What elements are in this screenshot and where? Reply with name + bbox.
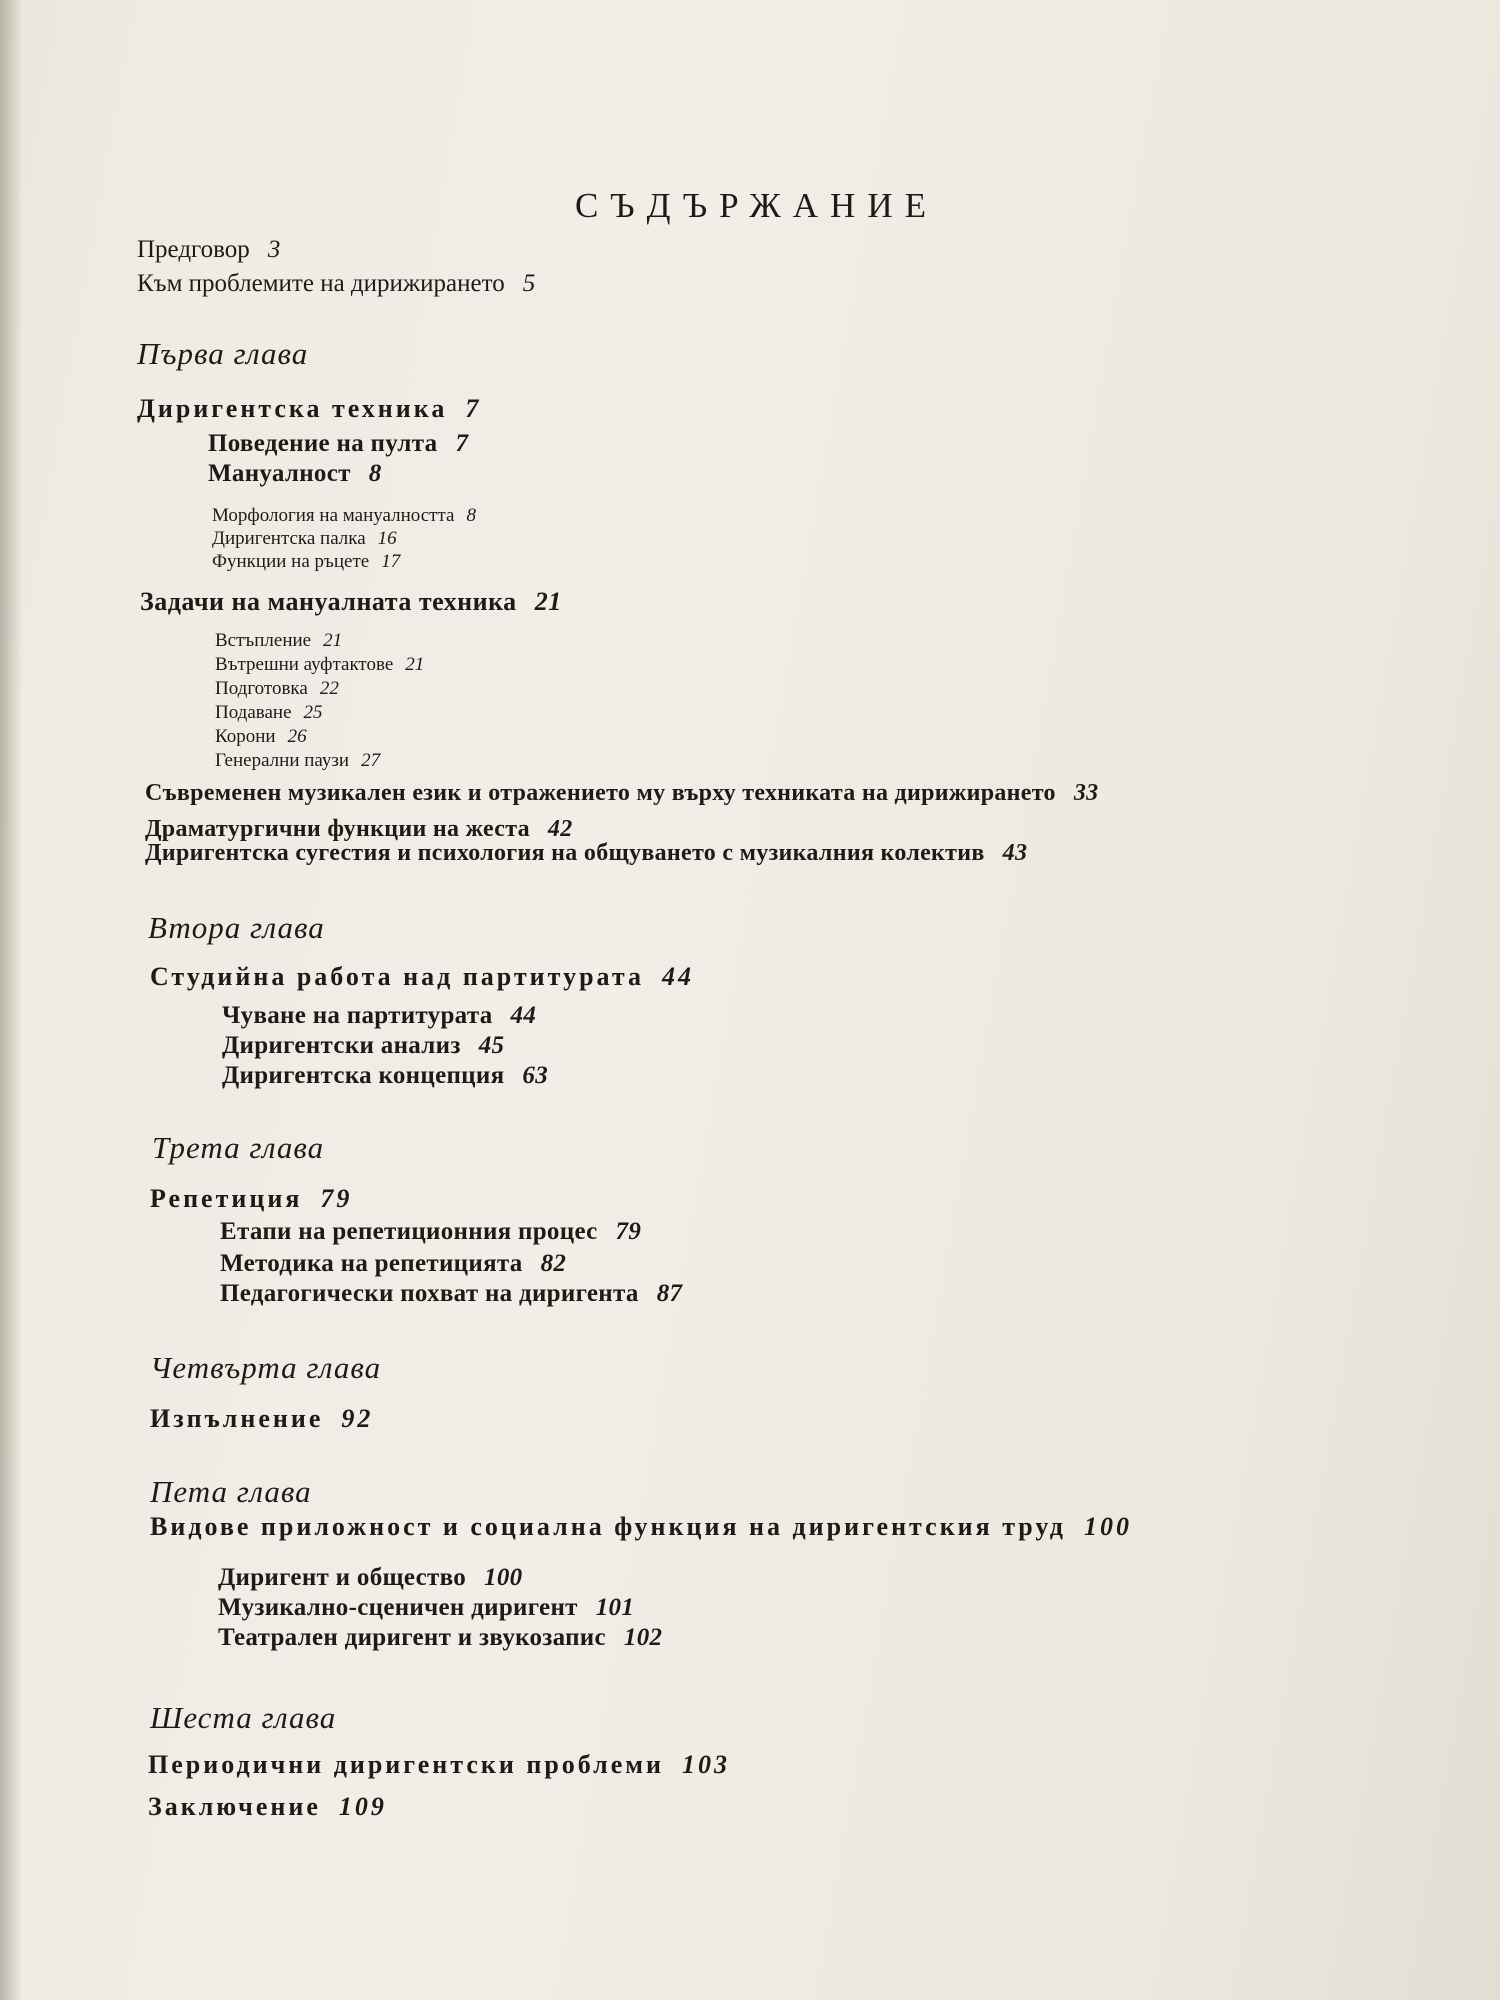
toc-subsection [218, 1594, 634, 1622]
entry-page: 33 [1073, 780, 1099, 806]
entry-page: 45 [478, 1032, 505, 1059]
toc-section [150, 1512, 1132, 1542]
entry-text: Морфология на мануалността [212, 505, 455, 526]
entry-page: 102 [623, 1624, 663, 1651]
entry-text: Студийна работа над партитурата [150, 962, 644, 991]
chapter-heading: Втора глава [148, 910, 325, 945]
entry-page: 17 [381, 551, 401, 572]
entry-text: Репетиция [150, 1184, 303, 1213]
entry-text: Театрален диригент и звукозапис [218, 1624, 606, 1651]
toc-subsection [220, 1280, 682, 1308]
toc-subsubsection [215, 750, 380, 772]
entry-page: 21 [534, 587, 562, 616]
entry-text: Педагогически похват на диригента [220, 1280, 639, 1307]
toc-entry-preface [137, 236, 280, 264]
entry-page: 27 [361, 750, 381, 771]
entry-page: 100 [1083, 1512, 1132, 1541]
toc-subsection [208, 430, 468, 458]
entry-text: Драматургични функции на жеста [145, 816, 530, 842]
entry-text: Корони [215, 726, 276, 747]
toc-section [137, 394, 481, 424]
chapter-heading: Трета глава [152, 1130, 325, 1165]
entry-text: Музикално-сценичен диригент [218, 1594, 578, 1621]
toc-entry-problems [137, 270, 535, 298]
entry-page: 21 [323, 630, 343, 651]
entry-page: 109 [338, 1792, 387, 1821]
entry-page: 7 [465, 394, 482, 423]
entry-page: 8 [466, 505, 476, 526]
entry-text: Мануалност [208, 460, 351, 487]
toc-subsubsection [212, 528, 397, 550]
toc-subsubsection [215, 702, 323, 724]
toc-subsection [220, 1250, 566, 1278]
entry-page: 103 [681, 1750, 730, 1779]
entry-text: Диригентска концепция [222, 1062, 505, 1089]
toc-subsubsection [212, 551, 400, 573]
toc-subsection [222, 1062, 548, 1090]
entry-text: Диригентски анализ [222, 1032, 461, 1059]
toc-subsection [218, 1564, 522, 1592]
entry-page: 43 [1002, 840, 1028, 866]
chapter-heading: Шеста глава [150, 1700, 337, 1735]
entry-text: Диригент и общество [218, 1564, 467, 1591]
entry-page: 63 [522, 1062, 549, 1089]
entry-text: Диригентска техника [137, 394, 448, 423]
entry-text: Генерални паузи [215, 750, 350, 771]
toc-subsection [222, 1032, 504, 1060]
entry-text: Поведение на пулта [208, 430, 438, 457]
entry-text: Встъпление [215, 630, 312, 651]
toc-subsubsection [212, 505, 476, 527]
toc-section [145, 816, 573, 843]
toc-subsubsection [215, 654, 424, 676]
toc-section [150, 962, 694, 992]
toc-subsubsection [215, 726, 307, 748]
entry-page: 79 [320, 1184, 353, 1213]
entry-page: 101 [595, 1594, 635, 1621]
entry-page: 79 [615, 1218, 642, 1245]
entry-page: 82 [540, 1250, 567, 1277]
entry-page: 7 [455, 430, 469, 457]
entry-text: Чуване на партитурата [222, 1002, 493, 1029]
entry-page: 8 [368, 460, 382, 487]
entry-page: 22 [319, 678, 339, 699]
entry-text: Вътрешни ауфтактове [215, 654, 394, 675]
chapter-heading: Пета глава [150, 1474, 312, 1509]
entry-text: Към проблемите на дирижирането [137, 270, 505, 297]
toc-subsubsection [215, 630, 342, 652]
entry-page: 100 [484, 1564, 523, 1591]
toc-section [150, 1184, 352, 1214]
entry-text: Подаване [215, 702, 292, 723]
toc-subsection [222, 1002, 536, 1030]
entry-text: Етапи на репетиционния процес [220, 1218, 598, 1245]
toc-section [145, 840, 1027, 867]
entry-text: Видове приложност и социална функция на диригентския труд [150, 1512, 1066, 1541]
entry-text: Функции на ръцете [212, 551, 370, 572]
entry-text: Изпълнение [150, 1404, 324, 1433]
toc-subsection [208, 460, 382, 488]
entry-text: Заключение [148, 1792, 321, 1821]
entry-text: Диригентска сугестия и психология на общуването с музикалния колектив [145, 840, 985, 866]
entry-page: 92 [341, 1404, 374, 1433]
toc-conclusion [148, 1792, 387, 1822]
entry-text: Предговор [137, 236, 250, 263]
entry-page: 21 [405, 654, 425, 675]
toc-section [148, 1750, 730, 1780]
page-title: СЪДЪРЖАНИЕ [575, 186, 938, 225]
chapter-heading: Четвърта глава [150, 1350, 382, 1385]
entry-page: 44 [510, 1002, 537, 1029]
entry-page: 44 [661, 962, 694, 991]
entry-text: Подготовка [215, 678, 308, 699]
entry-page: 16 [377, 528, 397, 549]
toc-subsection [218, 1624, 662, 1652]
entry-text: Съвременен музикален език и отражението му върху техниката на дирижирането [145, 780, 1056, 806]
entry-page: 25 [303, 702, 323, 723]
entry-page: 26 [287, 726, 307, 747]
toc-section [150, 1404, 373, 1434]
toc-section [140, 587, 562, 617]
chapter-heading: Първа глава [137, 336, 309, 371]
entry-text: Методика на репетицията [220, 1250, 523, 1277]
entry-page: 87 [656, 1280, 683, 1307]
binding-shadow [0, 0, 22, 2000]
toc-subsubsection [215, 678, 339, 700]
entry-page: 3 [267, 236, 281, 263]
entry-text: Диригентска палка [212, 528, 366, 549]
entry-text: Периодични диригентски проблеми [148, 1750, 664, 1779]
entry-page: 42 [547, 816, 573, 842]
toc-subsection [220, 1218, 641, 1246]
toc-section [145, 780, 1098, 807]
entry-text: Задачи на мануалната техника [140, 587, 517, 616]
entry-page: 5 [522, 270, 536, 297]
